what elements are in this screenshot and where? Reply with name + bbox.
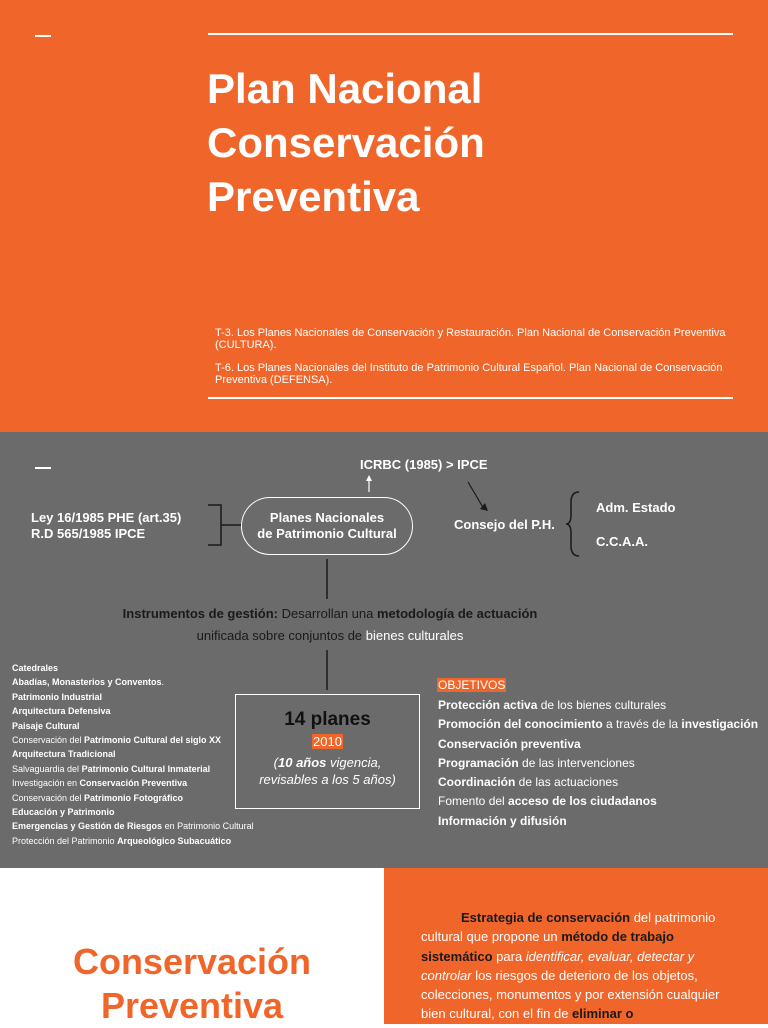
- consejo-label: Consejo del P.H.: [454, 517, 555, 532]
- list-item: Promoción del conocimiento a través de la investigación: [438, 717, 759, 732]
- definition-slide: [0, 868, 768, 1024]
- rd-label: R.D 565/1985 IPCE: [31, 526, 146, 541]
- box-title: 14 planes: [284, 709, 371, 730]
- icrbc-label: ICRBC (1985) > IPCE: [360, 457, 488, 472]
- planes-count-box: [235, 694, 420, 809]
- instr-bold-c: metodología de actuación: [376, 606, 538, 621]
- list-item: Patrimonio Industrial: [12, 691, 103, 702]
- objetivos-label: OBJETIVOS: [438, 678, 506, 692]
- box-year-line: [236, 733, 419, 751]
- list-item: Catedrales: [12, 663, 59, 673]
- list-item: Abadías, Monasterios y Conventos.: [12, 677, 165, 688]
- pill-line-1: Planes Nacionales: [269, 510, 385, 525]
- definition-paragraph: Estrategia de conservación del patrimonio cultural que propone un método de trabajo sistemático para identificar, evaluar, detectar y controlar los riesgos de deterioro de los objetos, colecciones, monumentos y por extensión cualquier bien cultural, con el fin de eliminar o: [421, 910, 720, 1022]
- adm-estado-label: Adm. Estado: [596, 500, 676, 515]
- ley-block: [31, 510, 181, 542]
- list-item: Paisaje Cultural: [12, 720, 80, 731]
- instr-bold-a: Instrumentos de gestión:: [122, 606, 278, 621]
- section-title: Conservación Preventiva: [72, 941, 312, 1026]
- ley-label: Ley 16/1985 PHE (art.35): [31, 510, 182, 525]
- title-slide: [0, 0, 768, 432]
- box-years: 10 años: [278, 755, 327, 770]
- list-item: Investigación en Conservación Preventiva: [12, 778, 188, 789]
- list-item: Arquitectura Defensiva: [12, 706, 111, 717]
- bottom-rule: [208, 397, 733, 399]
- box-vigencia: (10 años vigencia, revisables a los 5 años): [259, 755, 396, 787]
- list-item: Programación de las intervenciones: [438, 755, 635, 770]
- top-rule: [208, 33, 733, 35]
- subtitle-block: [215, 327, 735, 397]
- instrumentos-line-1: [0, 606, 660, 621]
- instr-text-b: Desarrollan una: [277, 606, 377, 621]
- list-item: Conservación preventiva: [438, 736, 581, 751]
- subtitle-t6: T-6. Los Planes Nacionales del Instituto de Patrimonio Cultural Español. Plan Nacional de Conservación Preventiva (DEFENSA).: [215, 362, 723, 386]
- instr-text-e: bienes culturales: [365, 628, 464, 643]
- list-item: Conservación del Patrimonio Cultural del siglo XX: [12, 735, 222, 746]
- short-dash: [35, 35, 51, 37]
- list-item: Protección activa de los bienes culturales: [438, 698, 667, 712]
- list-item: Protección del Patrimonio Arqueológico Subacuático: [12, 835, 232, 846]
- objetivos-label-wrap: [437, 678, 506, 692]
- planes-list: [12, 661, 254, 848]
- list-item: Conservación del Patrimonio Fotográfico: [12, 792, 184, 803]
- page-title: Plan Nacional Conservación Preventiva: [207, 65, 485, 220]
- list-item: Información y difusión: [438, 813, 567, 828]
- diagram-slide: [0, 432, 768, 868]
- list-item: Arquitectura Tradicional: [12, 749, 116, 760]
- ccaa-label: C.C.A.A.: [596, 534, 648, 549]
- list-item: Fomento del acceso de los ciudadanos: [438, 794, 657, 809]
- subtitle-t3: T-3. Los Planes Nacionales de Conservación y Restauración. Plan Nacional de Conservación Preventiva (CULTURA).: [215, 327, 726, 351]
- planes-nacionales-pill: [241, 497, 413, 555]
- objetivos-list: [438, 696, 758, 831]
- instrumentos-line-2: [0, 628, 660, 643]
- instr-text-d: unificada sobre conjuntos de: [196, 628, 366, 643]
- list-item: Emergencias y Gestión de Riesgos en Patrimonio Cultural: [12, 821, 254, 832]
- list-item: Salvaguardia del Patrimonio Cultural Inmaterial: [12, 763, 211, 774]
- box-year: 2010: [313, 734, 342, 749]
- list-item: Educación y Patrimonio: [12, 807, 115, 818]
- list-item: Coordinación de las actuaciones: [438, 775, 619, 790]
- pill-line-2: de Patrimonio Cultural: [257, 526, 397, 541]
